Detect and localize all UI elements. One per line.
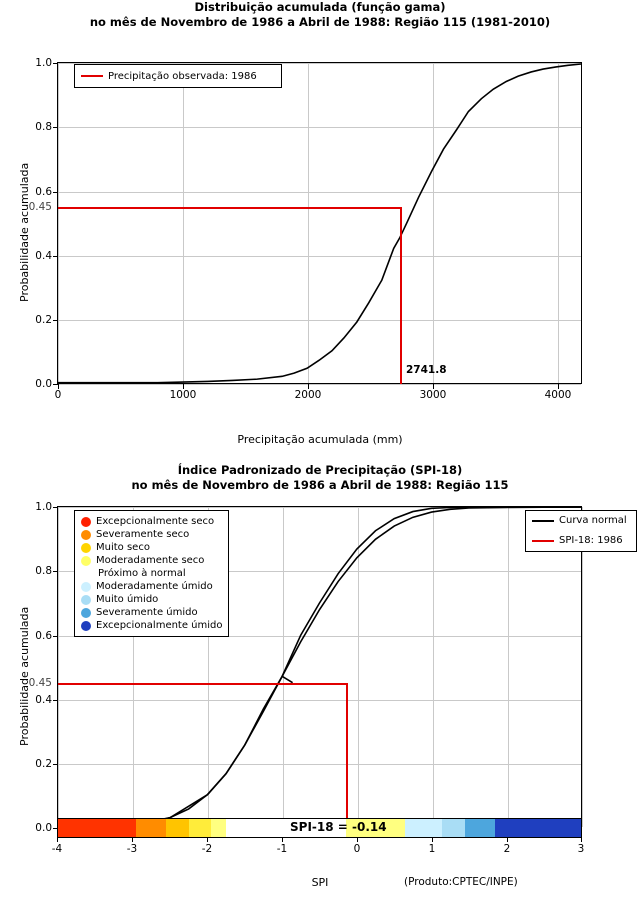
x-tick-label: 0 [353,843,361,855]
legend-color-swatch [81,582,91,592]
annotation-prob-label: 0.45 [28,201,52,214]
y-tick-label: 1.0 [35,57,52,69]
legend-label: Muito úmido [96,594,159,605]
y-tick-label: 0.2 [35,314,52,326]
x-tick-label: -3 [126,843,138,855]
bottom-y-axis-title: Probabilidade acumulada [18,606,31,746]
x-tick-label: 2000 [294,389,322,401]
legend-item [81,541,222,554]
legend-item [81,593,222,606]
legend-line-swatch [532,520,554,522]
x-tick-label: -1 [276,843,288,855]
legend-label: Precipitação observada: 1986 [108,70,257,82]
legend-item [81,606,222,619]
legend-item [532,515,630,527]
legend-label: Próximo à normal [98,568,186,579]
x-tick-label: 1000 [169,389,197,401]
annotation-precip-label: 2741.8 [406,364,447,376]
top-legend [74,64,282,88]
x-tick-label: -4 [51,843,63,855]
legend-color-swatch [81,568,93,580]
colorbar-segment [189,819,211,837]
annotation-hline [58,683,348,685]
y-tick-label: 0.2 [35,758,52,770]
bottom-x-axis [51,838,585,858]
spi-value-label: SPI-18 = -0.14 [290,820,387,834]
legend-color-swatch [81,556,91,566]
colorbar-segment [136,819,166,837]
gamma-cdf-curve [58,63,581,383]
legend-item [81,528,222,541]
annotation-vline [346,683,348,829]
bottom-title-line1: Índice Padronizado de Precipitação (SPI-18) [177,463,463,477]
legend-line-swatch [81,75,103,77]
legend-item [81,70,257,83]
annotation-hline [58,207,401,209]
top-y-axis-title: Probabilidade acumulada [18,162,31,302]
colorbar-segment [442,819,464,837]
legend-color-swatch [81,543,91,553]
top-title-line1: Distribuição acumulada (função gama) [194,0,446,14]
colorbar-segment [405,819,442,837]
legend-label: Moderadamente úmido [96,581,213,592]
y-tick-label: 0.0 [35,822,52,834]
legend-label: Curva normal [559,515,627,526]
y-tick-label: 0.4 [35,694,52,706]
legend-label: Moderadamente seco [96,555,205,566]
top-plot-area [28,57,582,401]
source-label: (Produto:CPTEC/INPE) [404,876,518,888]
bottom-chart-title [0,455,640,493]
x-tick-label: 3000 [419,389,447,401]
top-title-line2: no mês de Novembro de 1986 a Abril de 1988: Região 115 (1981-2010) [89,15,551,29]
legend-item [81,619,222,632]
gridline-v [582,507,583,827]
colorbar-segment [495,819,581,837]
y-tick-label: 1.0 [35,501,52,513]
legend-color-swatch [81,621,91,631]
legend-label: Severamente seco [96,529,190,540]
curve-legend [525,510,637,552]
x-tick-label: 0 [54,389,62,401]
legend-item [81,554,222,567]
legend-line-swatch [532,540,554,542]
colorbar-segment [465,819,495,837]
legend-label: Excepcionalmente úmido [96,620,223,631]
x-tick-label: 3 [577,843,585,855]
legend-color-swatch [81,517,91,527]
spi-class-legend [74,510,229,637]
y-tick-label: 0.8 [35,565,52,577]
legend-color-swatch [81,608,91,618]
y-tick-label: 0.6 [35,186,52,198]
legend-item [81,567,222,580]
top-chart-title [0,0,640,30]
legend-color-swatch [81,530,91,540]
x-tick-label: 4000 [544,389,572,401]
x-tick-label: 2 [503,843,511,855]
colorbar-segment [166,819,188,837]
legend-label: Excepcionalmente seco [96,516,215,527]
y-tick-label: 0.0 [35,378,52,390]
legend-label: SPI-18: 1986 [559,535,623,546]
x-tick-label: 1 [428,843,436,855]
bottom-title-line2: no mês de Novembro de 1986 a Abril de 1988: Região 115 [131,478,509,492]
top-x-axis-title: Precipitação acumulada (mm) [237,433,403,446]
legend-label: Severamente úmido [96,607,198,618]
legend-item [81,580,222,593]
bottom-x-axis-title: SPI [311,876,329,889]
annotation-prob-label: 0.45 [28,676,52,689]
legend-item [81,515,222,528]
y-tick-label: 0.8 [35,121,52,133]
y-tick-label: 0.4 [35,250,52,262]
legend-color-swatch [81,595,91,605]
colorbar-segment [211,819,226,837]
annotation-vline [400,207,402,384]
x-tick-label: -2 [201,843,213,855]
colorbar-segment [58,819,136,837]
gridline-h [58,384,581,385]
legend-item [532,535,630,547]
y-tick-label: 0.6 [35,630,52,642]
legend-label: Muito seco [96,542,150,553]
